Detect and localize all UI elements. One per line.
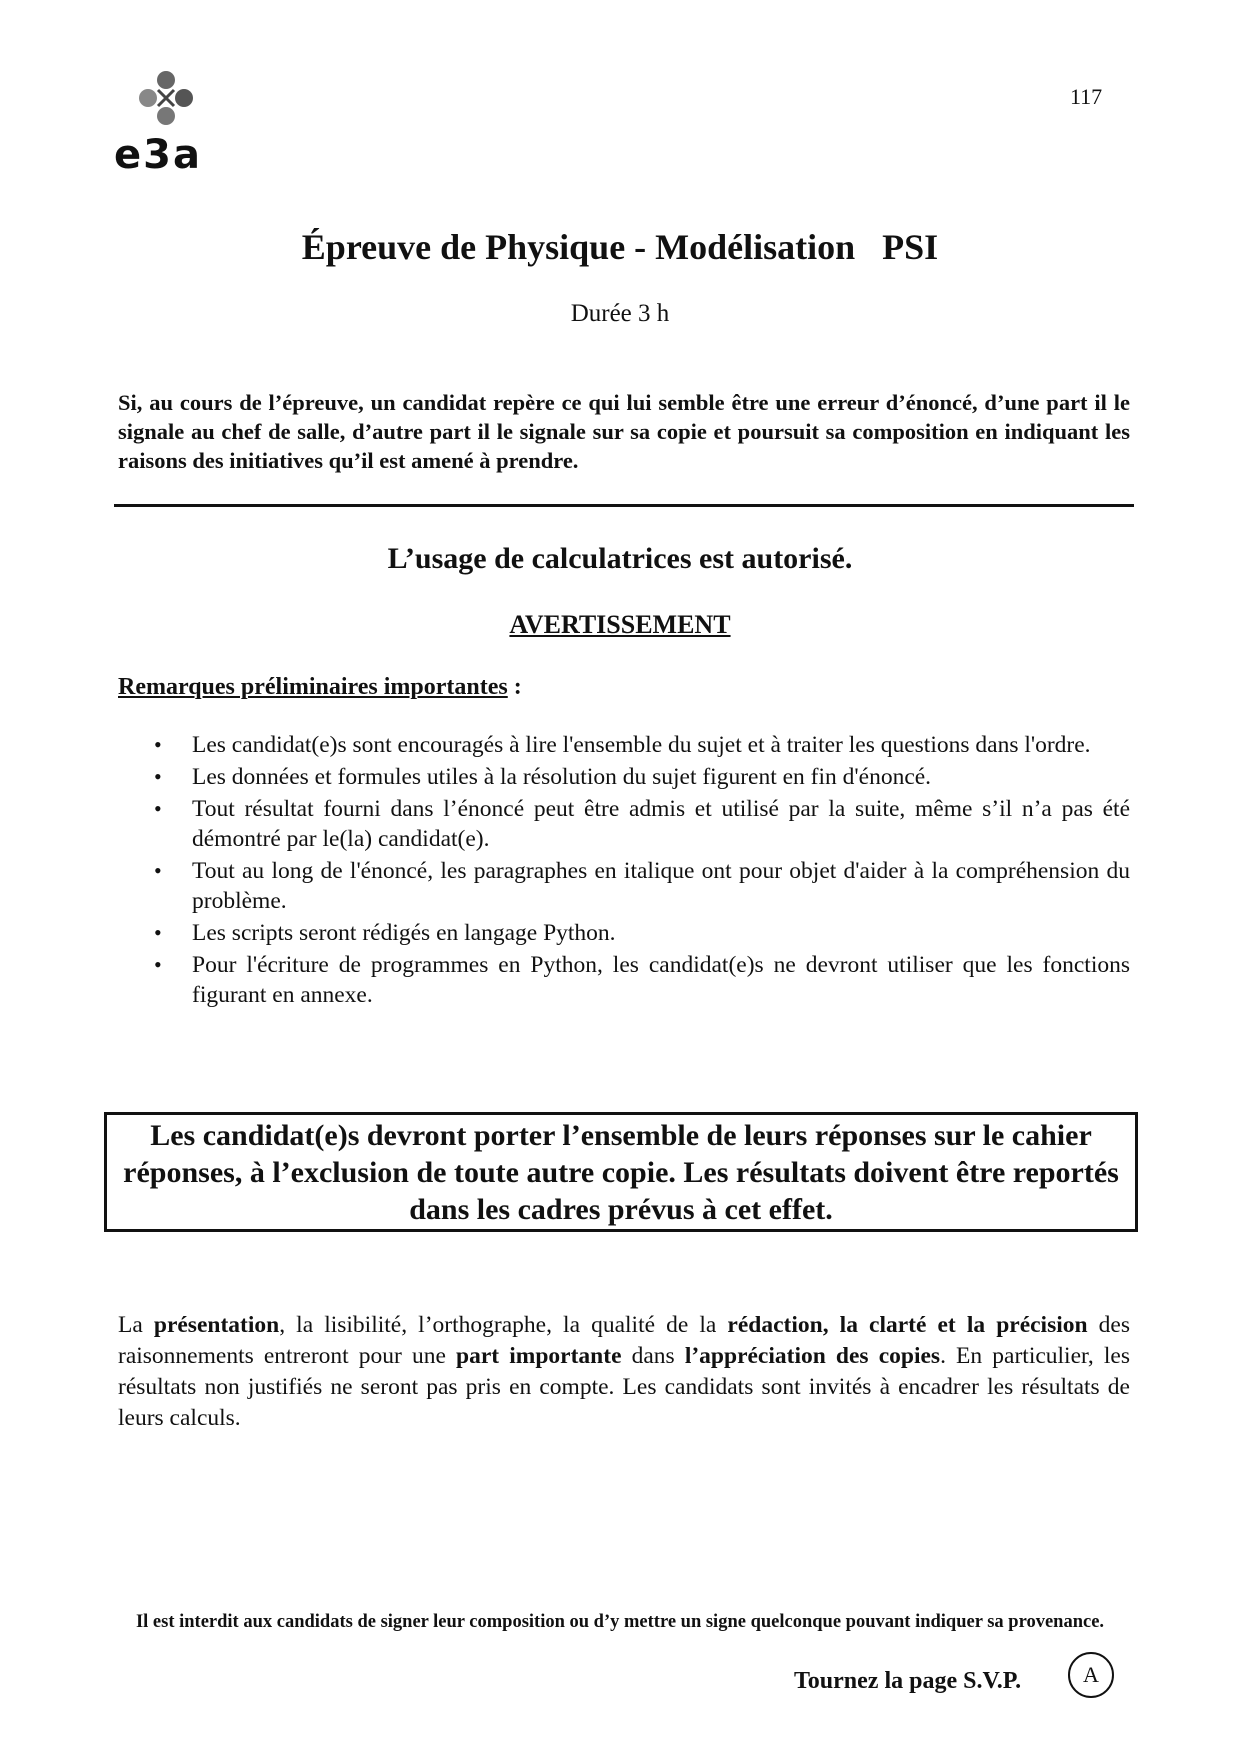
presentation-text: , la lisibilité, l’orthographe, la qualité de la	[279, 1312, 728, 1338]
remarks-list	[150, 730, 1130, 1012]
warning-heading: AVERTISSEMENT	[509, 610, 731, 639]
version-badge: A	[1068, 1652, 1114, 1698]
remarks-heading-text: Remarques préliminaires importantes	[118, 674, 508, 700]
presentation-paragraph	[118, 1310, 1136, 1434]
e3a-logo-mark-icon	[136, 70, 196, 130]
presentation-bold: rédaction, la clarté et la précision	[727, 1312, 1088, 1338]
list-item	[150, 950, 1130, 1010]
bullet-icon: •	[154, 796, 162, 821]
presentation-bold: l’appréciation des copies	[684, 1343, 941, 1369]
answer-booklet-box	[104, 1112, 1138, 1232]
section-divider	[114, 504, 1134, 507]
presentation-bold: présentation	[153, 1312, 280, 1338]
presentation-text: des raisonnements entreront pour une	[118, 1312, 1136, 1369]
turn-page-note: Tournez la page S.V.P.	[794, 1668, 1022, 1694]
list-item-text: Tout résultat fourni dans l’énoncé peut être admis et utilisé par la suite, même s’il n’a pas été démontré par le(la) candidat(e).	[192, 796, 1130, 852]
signature-prohibition-note: Il est interdit aux candidats de signer leur composition ou d’y mettre un signe quelconque pouvant indiquer sa provenance.	[135, 1612, 1105, 1632]
bullet-icon: •	[154, 858, 162, 883]
page-number: 117	[1070, 84, 1103, 109]
e3a-logo-text: e3a	[114, 132, 202, 178]
bullet-icon: •	[154, 732, 162, 757]
list-item-text: Pour l'écriture de programmes en Python, les candidat(e)s ne devront utiliser que les fonctions figurant en annexe.	[192, 952, 1130, 1008]
list-item	[150, 762, 1130, 792]
list-item-text: Les candidat(e)s sont encouragés à lire l'ensemble du sujet et à traiter les questions dans l'ordre.	[192, 732, 1091, 758]
remarks-heading	[118, 674, 522, 701]
list-item	[150, 918, 1130, 948]
list-item	[150, 856, 1130, 916]
list-item-text: Les données et formules utiles à la résolution du sujet figurent en fin d'énoncé.	[192, 764, 932, 790]
exam-title: Épreuve de Physique - Modélisation PSI	[301, 227, 939, 267]
error-notice: Si, au cours de l’épreuve, un candidat repère ce qui lui semble être une erreur d’énoncé, d’une part il le signale au chef de salle, d’autre part il le signale sur sa copie et poursuit sa composition en indiquant les raisons des initiatives qu’il est amené à prendre.	[118, 390, 1130, 473]
list-item-text: Les scripts seront rédigés en langage Python.	[192, 920, 616, 946]
list-item-text: Tout au long de l'énoncé, les paragraphes en italique ont pour objet d'aider à la compréhension du problème.	[192, 858, 1130, 914]
calculator-note: L’usage de calculatrices est autorisé.	[387, 542, 853, 575]
presentation-text: dans	[621, 1343, 685, 1369]
e3a-logo	[114, 70, 224, 178]
bullet-icon: •	[154, 952, 162, 977]
list-item	[150, 794, 1130, 854]
presentation-text: . En particulier, les résultats non justifiés ne seront pas pris en compte. Les candidats sont invités à encadrer les résultats de leurs calculs.	[118, 1343, 1136, 1431]
remarks-heading-colon: :	[507, 674, 522, 700]
presentation-bold: part importante	[456, 1343, 622, 1369]
bullet-icon: •	[154, 920, 162, 945]
answer-booklet-text: Les candidat(e)s devront porter l’ensemble de leurs réponses sur le cahier réponses, à l’exclusion de toute autre copie. Les résultats doivent être reportés dans les cadres prévus à cet effet.	[123, 1118, 1119, 1226]
list-item	[150, 730, 1130, 760]
exam-duration: Durée 3 h	[570, 300, 670, 327]
presentation-text: La	[118, 1312, 154, 1338]
bullet-icon: •	[154, 764, 162, 789]
